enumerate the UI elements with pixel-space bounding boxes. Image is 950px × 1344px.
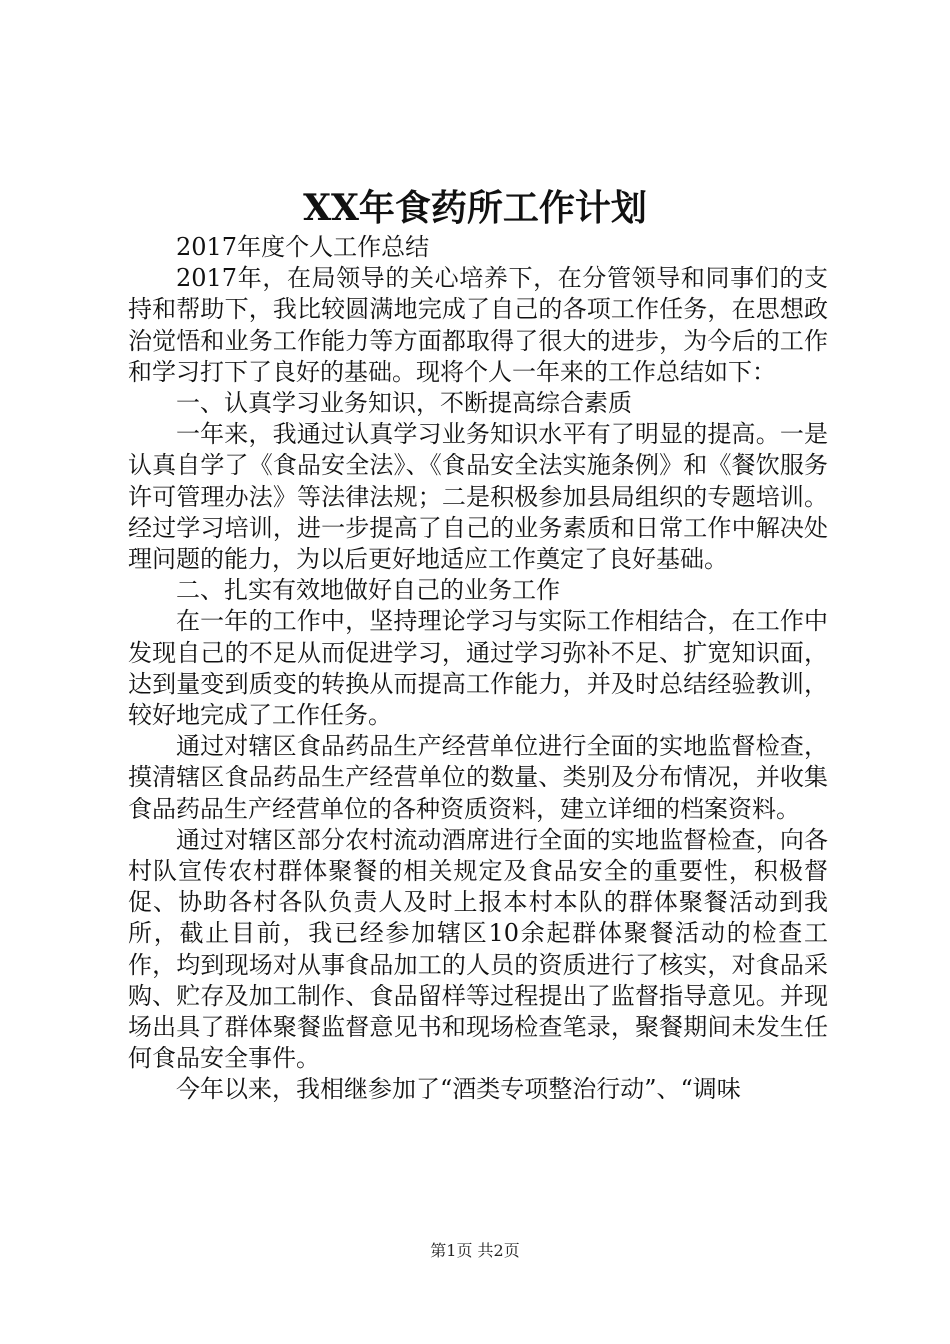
- document-body: [128, 232, 828, 1106]
- paragraph-subtitle: 2017年度个人工作总结: [176, 233, 430, 261]
- paragraph-campaign: 今年以来，我相继参加了“酒类专项整治行动”、“调味: [176, 1075, 741, 1104]
- section-heading-1: 一、认真学习业务知识，不断提高综合素质: [176, 389, 632, 418]
- paragraph-banquet: 通过对辖区部分农村流动酒席进行全面的实地监督检查，向各村队宣传农村群体聚餐的相关规定及食品安全的重要性，积极督促、协助各村各队负责人及时上报本村本队的群体聚餐活动到我所，截止目前，我已经参加辖区10余起群体聚餐活动的检查工作，均到现场对从事食品加工的人员的资质进行了核实，对食品采购、贮存及加工制作、食品留样等过程提出了监督指导意见。并现场出具了群体聚餐监督意见书和现场检查笔录，聚餐期间未发生任何食品安全事件。: [128, 825, 828, 1073]
- page-footer: 第1页 共2页: [430, 1241, 520, 1260]
- paragraph-inspection: 通过对辖区食品药品生产经营单位进行全面的实地监督检查，摸清辖区食品药品生产经营单位的数量、类别及分布情况，并收集食品药品生产经营单位的各种资质资料，建立详细的档案资料。: [128, 732, 828, 823]
- section-heading-2: 二、扎实有效地做好自己的业务工作: [176, 576, 560, 605]
- paragraph-study: 一年来，我通过认真学习业务知识水平有了明显的提高。一是认真自学了《食品安全法》、《食品安全法实施条例》和《餐饮服务许可管理办法》等法律法规；二是积极参加县局组织的专题培训。经过学习培训，进一步提高了自己的业务素质和日常工作中解决处理问题的能力，为以后更好地适应工作奠定了良好基础。: [128, 420, 828, 574]
- paragraph-intro: 2017年，在局领导的关心培养下，在分管领导和同事们的支持和帮助下，我比较圆满地完成了自己的各项工作任务，在思想政治觉悟和业务工作能力等方面都取得了很大的进步，为今后的工作和学习打下了良好的基础。现将个人一年来的工作总结如下：: [128, 264, 828, 386]
- paragraph-work: 在一年的工作中，坚持理论学习与实际工作相结合，在工作中发现自己的不足从而促进学习，通过学习弥补不足、扩宽知识面，达到量变到质变的转换从而提高工作能力，并及时总结经验教训，较好地完成了工作任务。: [128, 607, 828, 730]
- document-title: XX年食药所工作计划: [303, 187, 647, 229]
